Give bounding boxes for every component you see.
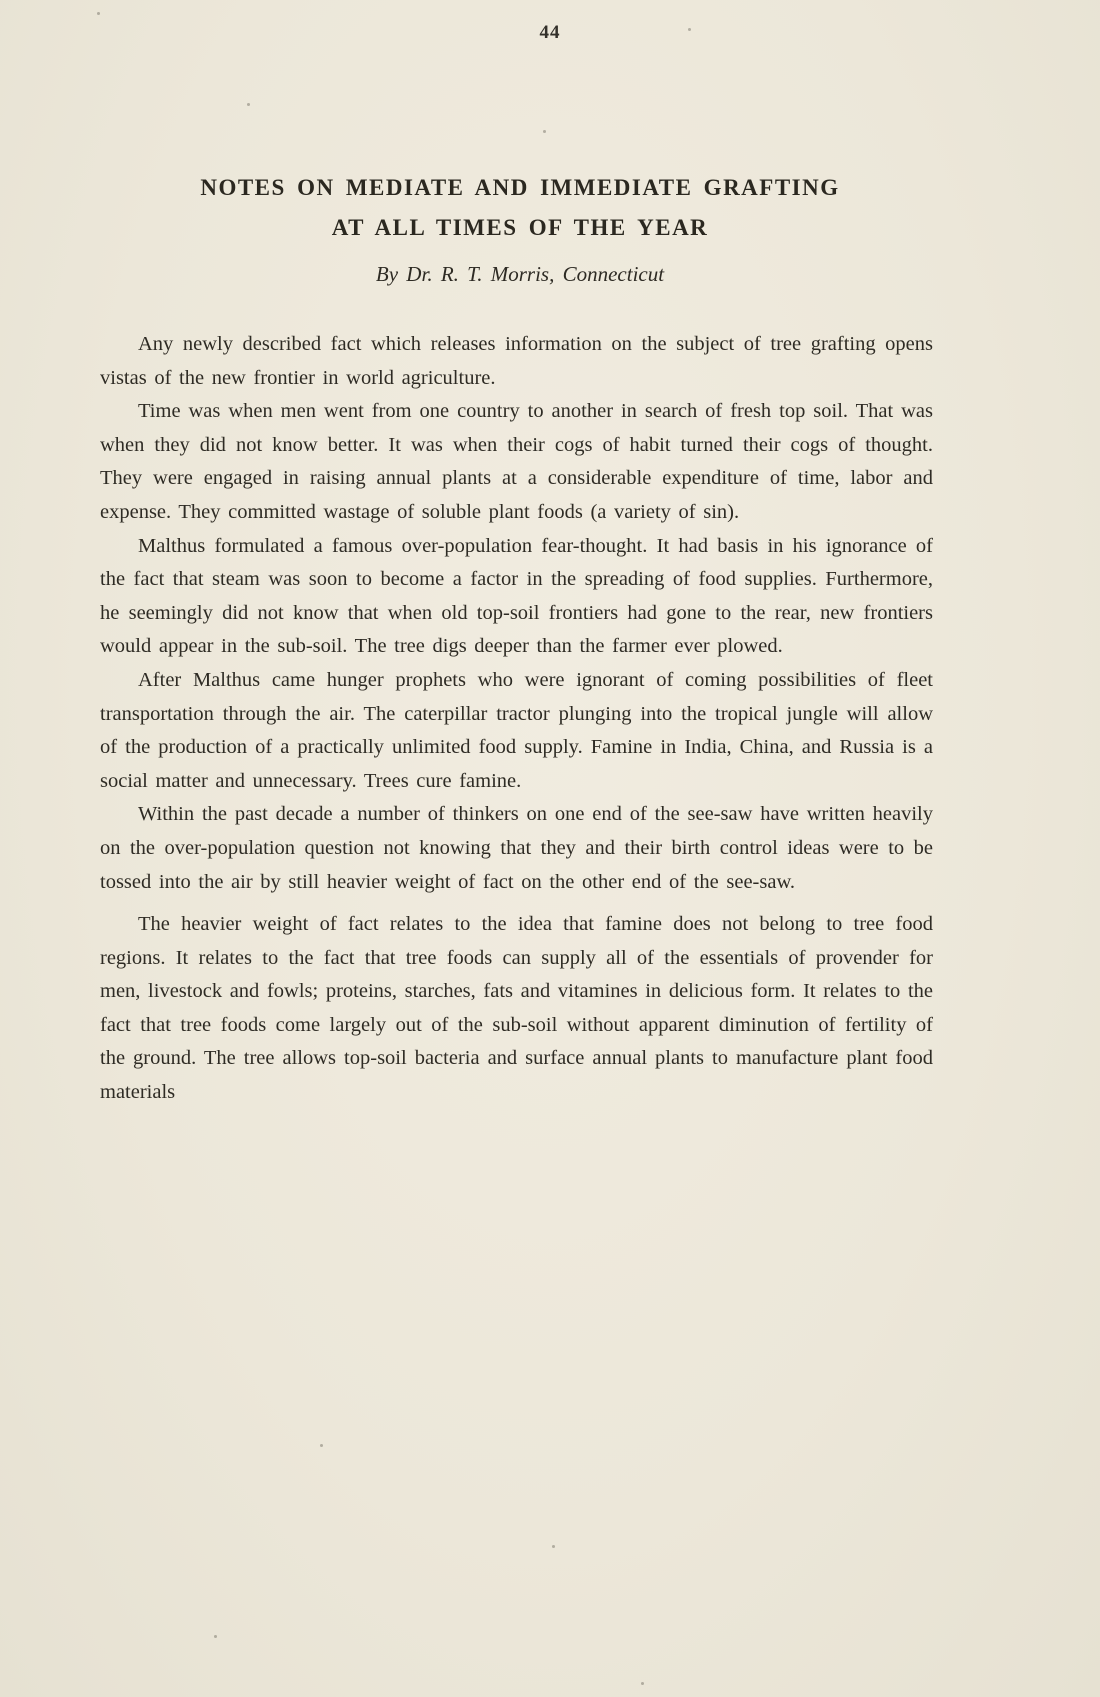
scan-speck [641,1682,644,1685]
article-title-line-1: NOTES ON MEDIATE AND IMMEDIATE GRAFTING [200,175,840,200]
scan-speck [552,1545,555,1548]
paragraph: Within the past decade a number of thinkers on one end of the see-saw have written heavily on the over-population question not knowing that they and their birth control ideas were to be tossed into the air by still heavier weight of fact on the other end of the see-saw. [100,803,933,893]
paragraph: After Malthus came hunger prophets who were ignorant of coming possibilities of fleet transportation through the air. The caterpillar tractor plunging into the tropical jungle will allow of the production of a practically unlimited food supply. Famine in India, China, and Russia is a social matter and unnecessary. Trees cure famine. [100,668,933,792]
scan-speck [320,1444,323,1447]
paragraph: The heavier weight of fact relates to the idea that famine does not belong to tree food regions. It relates to the fact that tree foods can supply all of the essentials of provender for men, livestock and fowls; proteins, starches, fats and vitamines in delicious form. It relates to the fact that tree foods come largely out of the sub-soil without apparent diminution of fertility of the ground. The tree allows top-soil bacteria and surface annual plants to manufacture plant food materials [100,913,933,1104]
article-byline: By Dr. R. T. Morris, Connecticut [375,262,665,286]
scan-speck [688,28,691,31]
article-title-line-2: AT ALL TIMES OF THE YEAR [331,215,709,240]
article-title [100,168,940,248]
scan-speck [247,103,250,106]
scan-speck [543,130,546,133]
paragraph: Malthus formulated a famous over-population fear-thought. It had basis in his ignorance of the fact that steam was soon to become a factor in the spreading of food supplies. Furthermore, he seemingly did not know that when old top-soil frontiers had gone to the rear, new frontiers would appear in the sub-soil. The tree digs deeper than the farmer ever plowed. [100,534,933,658]
paragraph: Any newly described fact which releases information on the subject of tree grafting opens vistas of the new frontier in world agriculture. [100,333,933,389]
paragraph: Time was when men went from one country to another in search of fresh top soil. That was when they did not know better. It was when their cogs of habit turned their cogs of thought. They were engaged in raising annual plants at a considerable expenditure of time, labor and expense. They committed wastage of soluble plant foods (a variety of sin). [100,400,933,523]
page-number: 44 [539,22,561,43]
article-body [100,328,933,1110]
scan-speck [97,12,100,15]
scan-speck [214,1635,217,1638]
